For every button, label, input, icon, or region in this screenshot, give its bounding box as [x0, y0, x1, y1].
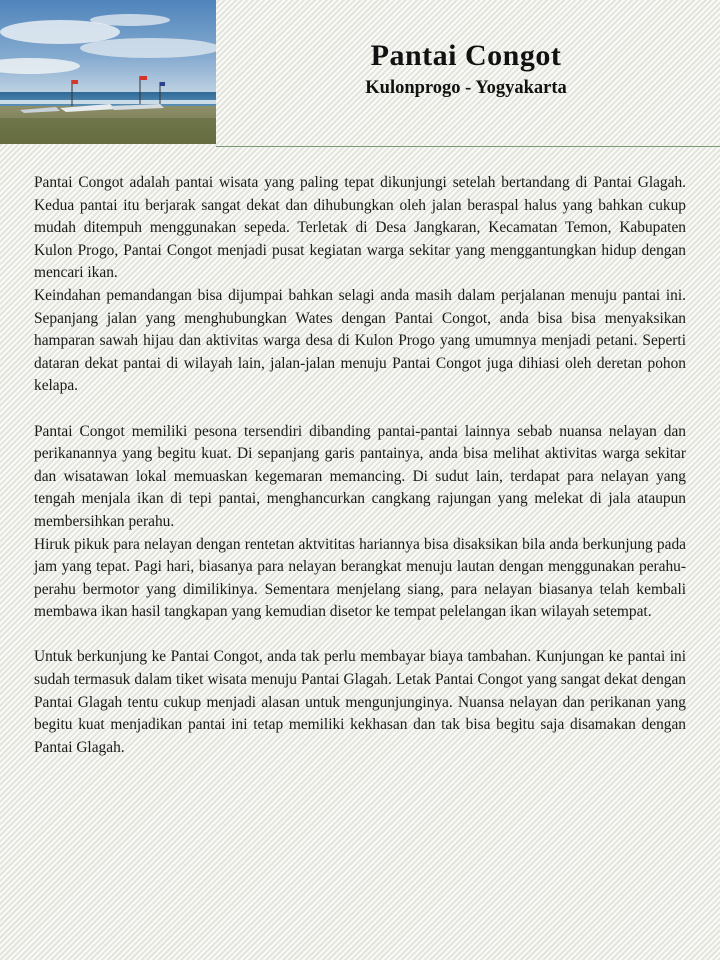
paragraph-2: Keindahan pemandangan bisa dijumpai bahkan selagi anda masih dalam perjalanan menuju pantai ini. Sepanjang jalan yang menghubungkan Wates dengan Pantai Congot, anda bisa bisa menyaksikan hamparan sawah hijau dan aktivitas warga desa di Kulon Progo yang umumnya menjadi petani. Seperti dataran dekat pantai di wilayah lain, jalan-jalan menuju Pantai Congot juga dihiasi oleh deretan pohon kelapa.	[34, 286, 686, 395]
beach-photo-icon	[0, 0, 216, 144]
header-divider	[216, 146, 720, 147]
paragraph-1: Pantai Congot adalah pantai wisata yang paling tepat dikunjungi setelah bertandang di Pantai Glagah. Kedua pantai itu berjarak sangat dekat dan dihubungkan oleh jalan beraspal halus yang bahkan cukup mudah ditempuh menggunakan sepeda. Terletak di Desa Jangkaran, Kecamatan Temon, Kabupaten Kulon Progo, Pantai Congot menjadi pusat kegiatan warga sekitar yang menggantungkan hidup dengan mencari ikan.	[34, 174, 686, 282]
title-block	[216, 36, 716, 100]
paragraph-4: Hiruk pikuk para nelayan dengan rentetan aktvititas hariannya bisa disaksikan bila anda berkunjung pada jam yang tepat. Pagi hari, biasanya para nelayan berangkat menuju lautan dengan menggunakan perahu-perahu bermotor yang dimilikinya. Sementara menjelang siang, para nelayan biasanya telah kembali membawa ikan hasil tangkapan yang kemudian disetor ke tempat pelelangan ikan wilayah setempat.	[34, 535, 686, 621]
page-subtitle: Kulonprogo - Yogyakarta	[365, 78, 567, 98]
paragraph-3: Pantai Congot memiliki pesona tersendiri dibanding pantai-pantai lainnya sebab nuansa nelayan dan perikanannya yang begitu kuat. Di sepanjang garis pantainya, anda bisa melihat aktivitas warga sekitar dan wisatawan lokal memuaskan kegemaran memancing. Di sudut lain, terdapat para nelayan yang tengah menjala ikan di tepi pantai, menghancurkan cangkang rajungan yang melekat di jala ataupun membersihkan perahu.	[34, 422, 686, 530]
article-body	[34, 172, 686, 759]
page-title: Pantai Congot	[370, 39, 562, 72]
beach-photo	[0, 0, 216, 144]
paragraph-5: Untuk berkunjung ke Pantai Congot, anda tak perlu membayar biaya tambahan. Kunjungan ke pantai ini sudah termasuk dalam tiket wisata menuju Pantai Glagah. Letak Pantai Congot yang sangat dekat dengan Pantai Glagah tentu cukup menjadi alasan untuk mengunjunginya. Nuansa nelayan dan perikanan yang begitu kuat menjadikan pantai ini tetap memiliki kekhasan dan tak bisa begitu saja disamakan dengan Pantai Glagah.	[34, 648, 686, 756]
